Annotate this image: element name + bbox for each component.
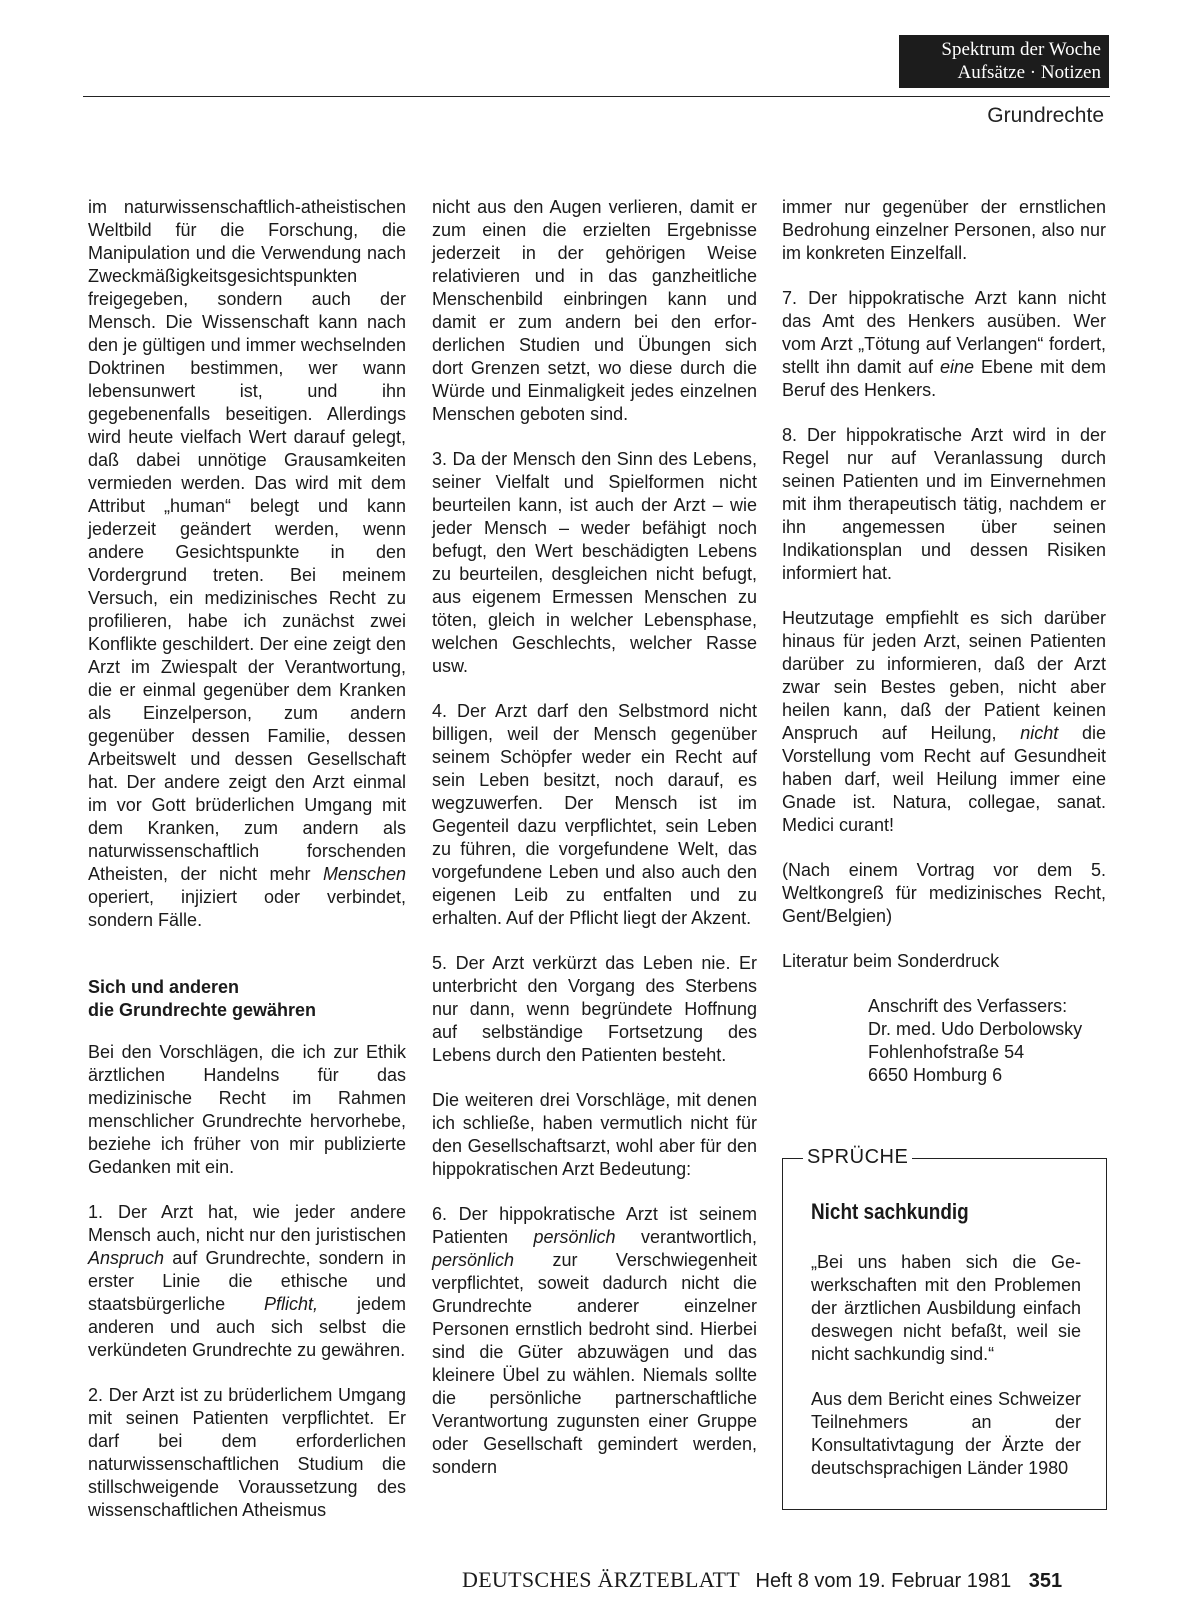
section-label: Grundrechte <box>987 104 1104 127</box>
header-line-1: Spektrum der Woche <box>941 39 1101 60</box>
paragraph: 4. Der Arzt darf den Selbstmord nicht billigen, weil der Mensch gegenüber seinem Schöpfer weder ein Recht auf sein Leben besitzt, noch darauf, es wegzuwerfen. Der Mensch ist im Gegenteil dazu verpflichtet, sein Leben zu führen, die vorgefundene Welt, das vorgefundene Leben und also auch den eigenen Leib zu entfalten und zu erhalten. Auf der Pflicht liegt der Akzent. <box>432 701 757 928</box>
emphasis: eine <box>939 357 975 377</box>
paragraph <box>782 287 1106 402</box>
box-label: SPRÜCHE <box>803 1146 912 1169</box>
paragraph-text: jedem anderen und auch sich selbst die verkündeten Grundrechte zu gewähren. <box>88 1294 407 1360</box>
sidebar-quote-box <box>782 1146 1107 1510</box>
column-2 <box>432 196 757 1479</box>
emphasis: Menschen <box>322 864 406 884</box>
paragraph: Die weiteren drei Vorschläge, mit denen ich schließe, haben vermutlich nicht für den Gesellschaftsarzt, wohl aber für den hippokratischen Arzt Bedeutung: <box>432 1090 757 1179</box>
page-number: 351 <box>1028 1570 1063 1592</box>
header-line-2: Aufsätze · Notizen <box>957 62 1101 83</box>
paragraph-text: Heutzutage empfiehlt es sich darüber hinaus für jeden Arzt, seinen Patienten darüber zu informieren, daß der Arzt zwar sein Bestes geben, nicht aber heilen kann, daß der Patient keinen Anspruch auf Heilung, <box>782 608 1106 743</box>
paragraph: 5. Der Arzt verkürzt das Leben nie. Er unterbricht den Vorgang des Sterbens nur dann, wenn begründete Hoffnung auf selbständige Fortsetzung des Lebens durch den Patienten besteht. <box>432 953 757 1065</box>
quote-source: Aus dem Bericht eines Schweizer Teilnehmers an der Konsultativtagung der Ärzte der deutschsprachigen Länder 1980 <box>811 1389 1081 1478</box>
subheading-line: Sich und anderen <box>88 977 240 997</box>
emphasis: Anspruch <box>88 1248 165 1268</box>
paragraph-text: Ebene mit dem Beruf des Henkers. <box>782 357 1107 400</box>
paragraph: immer nur gegenüber der ernstlichen Bedrohung einzelner Personen, also nur im konkreten Einzelfall. <box>782 197 1106 263</box>
paragraph: (Nach einem Vortrag vor dem 5. Weltkongreß für medizinisches Recht, Gent/Belgien) <box>782 860 1106 926</box>
paragraph: 3. Da der Mensch den Sinn des Lebens, seiner Vielfalt und Spielformen nicht beurteilen kann, ist auch der Arzt – wie jeder Mensch – weder befähigt noch befugt, den Wert beschädigten Lebens zu beurteilen, desgleichen nicht befugt, aus eigenem Ermessen Menschen zu töten, gleich in welcher Lebensphase, welchen Geschlechts, welcher Rasse usw. <box>432 449 757 676</box>
paragraph <box>432 1203 757 1479</box>
paragraph-text: 1. Der Arzt hat, wie jeder andere Mensch auch, nicht nur den juristischen <box>88 1202 406 1245</box>
journal-name: DEUTSCHES ÄRZTEBLATT <box>462 1567 740 1592</box>
emphasis: Pflicht, <box>264 1294 319 1314</box>
paragraph: 2. Der Arzt ist zu brüderlichem Umgang mit seinen Patienten verpflichtet. Er darf bei dem erforderlichen naturwissenschaftlichen Studium die stillschweigende Voraussetzung des wissenschaftlichen Atheismus <box>88 1385 406 1520</box>
subheading-line: die Grundrechte gewähren <box>88 1000 317 1020</box>
section-header-box <box>899 35 1109 88</box>
paragraph: Bei den Vorschlägen, die ich zur Ethik ärztlichen Handelns für das medizinische Recht im Rahmen menschlicher Grundrechte hervorhebe, beziehe ich früher von mir publizierte Gedanken mit ein. <box>88 1042 406 1177</box>
paragraph: nicht aus den Augen verlieren, damit er zum einen die erzielten Ergebnisse jederzeit in der gehörigen Weise relativieren und in das ganzheitliche Menschenbild einbringen kann und damit er zum andern bei den erforderlichen Studien und Übungen sich dort Grenzen setzt, wo diese durch die Würde und Einmaligkeit jedes einzelnen Menschen geboten sind. <box>432 197 757 424</box>
paragraph <box>782 607 1106 837</box>
address-line: Dr. med. Udo Derbolowsky <box>868 1019 1083 1039</box>
box-text <box>811 1251 1081 1502</box>
paragraph-text: 6. Der hippokratische Arzt ist seinem Patienten <box>432 1204 757 1247</box>
paragraph: 8. Der hippokratische Arzt wird in der Regel nur auf Veranlassung durch seinen Patienten und im Einvernehmen mit ihm therapeutisch tätig, nachdem er ihn angemessen über seinen Indikationsplan und dessen Risiken informiert hat. <box>782 425 1106 583</box>
literature-note: Literatur beim Sonderdruck <box>782 951 1000 971</box>
address-line: Fohlenhofstraße 54 <box>868 1042 1025 1062</box>
page-footer <box>462 1567 1062 1593</box>
quote-text: „Bei uns haben sich die Gewerkschaften mit den Problemen der ärztlichen Ausbildung einfach deswegen nicht befaßt, weil sie nicht sachkundig sind.“ <box>811 1252 1081 1364</box>
paragraph-text: im naturwissenschaftlich-atheistischen Weltbild für die Forschung, die Manipulation und die Verwendung nach Zweckmäßigkeitsgesichtspunkten freigegeben, sondern auch der Mensch. Die Wissenschaft kann nach den je gültigen und immer wechselnden Doktrinen bestimmen, wer wann lebensunwert ist, und ihn gegebenenfalls beseitigen. Allerdings wird heute vielfach Wert darauf gelegt, daß dabei unnötige Grausamkeiten vermieden werden. Das wird mit dem Attribut „human“ belegt und kann jederzeit geändert werden, wenn andere Gesichtspunkte in den Vordergrund treten. Bei meinem Versuch, ein medizinisches Recht zu profilieren, habe ich zunächst zwei Konflikte geschildert. Der eine zeigt den Arzt im Zwiespalt der Verantwortung, die er einmal gegenüber dem Kranken als Einzelperson, zum andern gegenüber dessen Familie, dessen Arbeitswelt und dessen Gesellschaft hat. Der andere zeigt den Arzt einmal im vor Gott brüderlichen Umgang mit dem Kranken, zum andern als naturwissenschaftlich forschenden Atheisten, der nicht mehr <box>88 197 406 884</box>
issue-info: Heft 8 vom 19. Februar 1981 <box>755 1570 1012 1592</box>
column-1 <box>88 196 406 1522</box>
paragraph-text: zur Verschwiegenheit verpflichtet, soweit dadurch nicht die Grundrechte anderer einzelner Personen ernstlich bedroht sind. Hierbei sind die Güter abzuwägen und das kleinere Übel zu wählen. Niemals sollte die persönliche partnerschaftliche Verantwortung zugunsten einer Gruppe oder Gesellschaft gemindert werden, sondern <box>432 1250 757 1477</box>
box-title: Nicht sachkundig <box>811 1199 969 1224</box>
subheading <box>88 976 406 1022</box>
paragraph-text: 7. Der hippokratische Arzt kann nicht das Amt des Henkers ausüben. Wer vom Arzt „Tötung auf Verlangen“ fordert, stellt ihn damit auf <box>782 288 1106 377</box>
paragraph-text: auf Grundrechte, sondern in erster Linie die ethische und staatsbürgerliche <box>88 1248 406 1314</box>
emphasis: persönlich <box>432 1250 515 1270</box>
address-line: 6650 Homburg 6 <box>868 1065 1003 1085</box>
address-line: Anschrift des Verfassers: <box>868 996 1068 1016</box>
header-divider <box>83 96 1110 97</box>
column-3 <box>782 196 1106 1087</box>
emphasis: persönlich <box>533 1227 616 1247</box>
paragraph-text: operiert, injiziert oder verbindet, sondern Fälle. <box>88 887 406 930</box>
author-address <box>782 995 1106 1087</box>
paragraph-text: die Vorstellung vom Recht auf Gesundheit haben darf, weil Heilung immer eine Gnade ist. Natura, collegae, sanat. Medici curant! <box>782 723 1106 835</box>
emphasis: nicht <box>1020 723 1059 743</box>
paragraph <box>88 196 406 932</box>
paragraph <box>88 1201 406 1362</box>
paragraph-text: verantwortlich, <box>615 1227 757 1247</box>
